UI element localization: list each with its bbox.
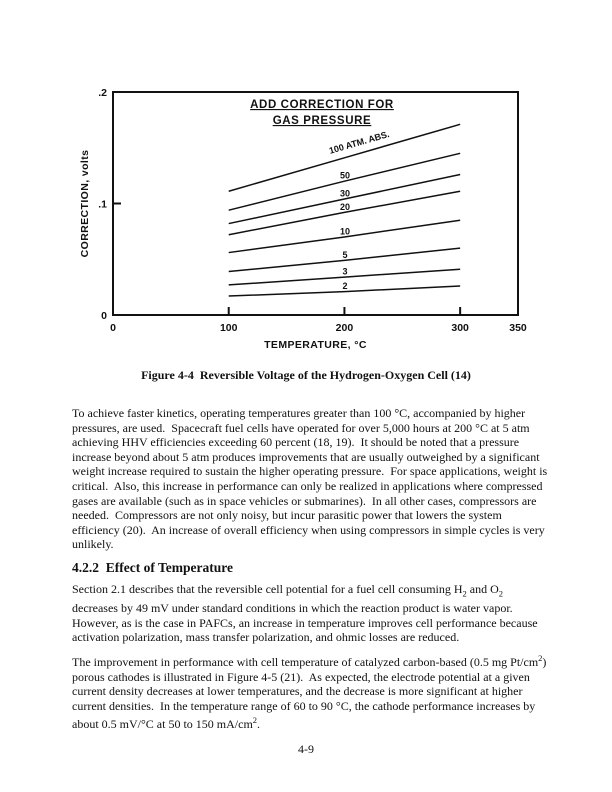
y-tick-label: .2 xyxy=(98,87,107,99)
y-tick-label: .1 xyxy=(98,198,107,211)
text-run: Section 2.1 describes that the reversible cell potential for a fuel cell consuming H xyxy=(72,582,463,596)
x-tick-label: 100 xyxy=(219,322,238,334)
series-label-50: 50 xyxy=(339,170,351,181)
x-tick-label: 300 xyxy=(451,322,469,334)
text-run: To achieve faster kinetics, operating temperatures greater than 100 °C, accompanied by higher pressures, are used. Spacecraft fuel cells have operated for over 5,000 hours at 200 °C at 5 atm achieving HHV efficiencies exceeding 60 percent (18, 19). It should be noted that a pressure increase beyond about 5 atm produces improvements that are usually outweighed by a significant weight increase required to sustain the higher operating pressure. For space applications, weight is critical. Also, this increase in performance can only be realized in applications where compressed gases are available (such as in space vehicles or submarines). In all other cases, compressors are needed. Compressors are not only noisy, but incur parasitic power that lowers the system efficiency (20). An increase of overall efficiency when using compressors in simple cycles is very unlikely. xyxy=(72,406,551,552)
text-subscript: 2 xyxy=(498,588,504,599)
x-tick-label: 200 xyxy=(335,322,354,334)
series-label-30: 30 xyxy=(339,188,351,199)
x-axis-label: TEMPERATURE, °C xyxy=(264,339,367,351)
series-label-5: 5 xyxy=(342,249,348,260)
chart-title-line-2: GAS PRESSURE xyxy=(272,115,372,127)
series-label-2: 2 xyxy=(342,281,348,292)
page-number: 4-9 xyxy=(298,742,314,756)
series-label-3: 3 xyxy=(342,266,348,277)
series-label-10: 10 xyxy=(339,226,351,237)
gas-pressure-correction-chart xyxy=(72,84,542,362)
y-axis-label: CORRECTION, volts xyxy=(79,149,91,258)
text-run: decreases by 49 mV under standard conditions in which the reaction product is water vapor. However, as is the case in PAFCs, an increase in temperature improves cell performance because activation polarization, mass transfer polarization, and ohmic losses are reduced. xyxy=(72,582,541,645)
x-tick-label: 0 xyxy=(110,322,116,334)
text-run: and O xyxy=(466,582,499,596)
paragraph-performance-improvement xyxy=(72,651,548,732)
figure-4-4 xyxy=(72,84,542,362)
x-tick-label: 350 xyxy=(509,322,527,334)
paragraph-pressure-effects xyxy=(72,406,551,552)
y-tick-label: 0 xyxy=(101,310,107,322)
section-heading-effect-of-temperature: 4.2.2 Effect of Temperature xyxy=(72,560,233,575)
paragraph-reversible-potential xyxy=(72,582,548,645)
text-run: The improvement in performance with cell temperature of catalyzed carbon-based (0.5 mg Pt/cm xyxy=(72,655,539,669)
text-run: ) porous cathodes is illustrated in Figure 4-5 (21). As expected, the electrode potential at a given current density decreases at lower temperatures, and the decrease is more significant at higher current densities. In the temperature range of 60 to 90 °C, the cathode performance increases by about 0.5 mV/°C at 50 to 150 mA/cm xyxy=(72,655,550,732)
text-run: . xyxy=(257,717,261,732)
text-supscript: 2 xyxy=(538,653,543,663)
chart-title-line-1: ADD CORRECTION FOR xyxy=(250,99,394,111)
text-subscript: 2 xyxy=(462,588,467,599)
figure-caption: Figure 4-4 Reversible Voltage of the Hydrogen-Oxygen Cell (14) xyxy=(141,368,471,382)
text-supscript: 2 xyxy=(252,715,258,726)
series-label-100-atm-abs: 100 ATM. ABS. xyxy=(327,128,391,156)
series-label-20: 20 xyxy=(339,201,351,212)
